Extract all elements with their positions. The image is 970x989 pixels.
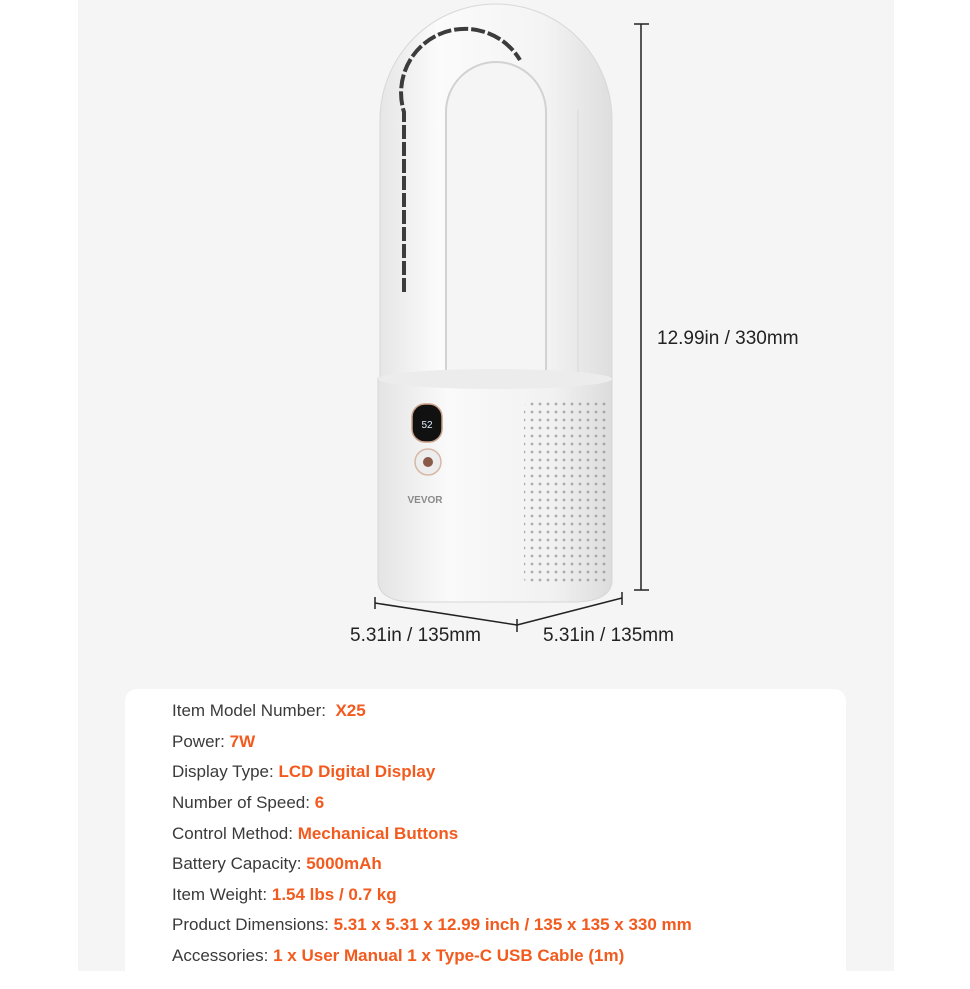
spec-value: 7W: [229, 732, 256, 751]
spec-value: 5000mAh: [306, 854, 382, 873]
spec-value: 1 x User Manual 1 x Type-C USB Cable (1m): [273, 946, 625, 965]
spec-label: Item Model Number:: [172, 701, 326, 720]
power-button: [415, 449, 441, 475]
spec-row: [172, 762, 435, 782]
spec-row: [172, 946, 624, 966]
spec-row: [172, 915, 692, 935]
spec-row: [172, 793, 324, 813]
width-label: 5.31in / 135mm: [350, 625, 481, 646]
spec-row: [172, 732, 255, 752]
spec-value: 1.54 lbs / 0.7 kg: [271, 885, 397, 904]
spec-label: Battery Capacity:: [172, 854, 302, 873]
spec-row: [172, 824, 458, 844]
spec-label: Control Method:: [172, 824, 293, 843]
spec-row: [172, 701, 366, 721]
fan-base: [378, 369, 612, 602]
spec-label: Item Weight:: [172, 885, 268, 904]
height-dimension-line: [634, 24, 649, 590]
spec-value: LCD Digital Display: [278, 762, 436, 781]
spec-value: 6: [314, 793, 325, 812]
brand-logo: VEVOR: [407, 495, 443, 506]
spec-label: Power:: [172, 732, 225, 751]
spec-label: Accessories:: [172, 946, 269, 965]
spec-label: Product Dimensions:: [172, 915, 329, 934]
spec-row: [172, 885, 397, 905]
depth-label: 5.31in / 135mm: [543, 625, 674, 646]
spec-value: X25: [335, 701, 366, 720]
spec-label: Number of Speed:: [172, 793, 310, 812]
lcd-display: [412, 404, 442, 442]
fan-ring: [380, 4, 612, 380]
spec-row: [172, 854, 382, 874]
air-intake-grille: [524, 402, 610, 584]
height-label: 12.99in / 330mm: [657, 328, 799, 349]
display-reading: 52: [421, 420, 433, 431]
spec-label: Display Type:: [172, 762, 274, 781]
spec-value: 5.31 x 5.31 x 12.99 inch / 135 x 135 x 330 mm: [333, 915, 692, 934]
spec-value: Mechanical Buttons: [297, 824, 459, 843]
